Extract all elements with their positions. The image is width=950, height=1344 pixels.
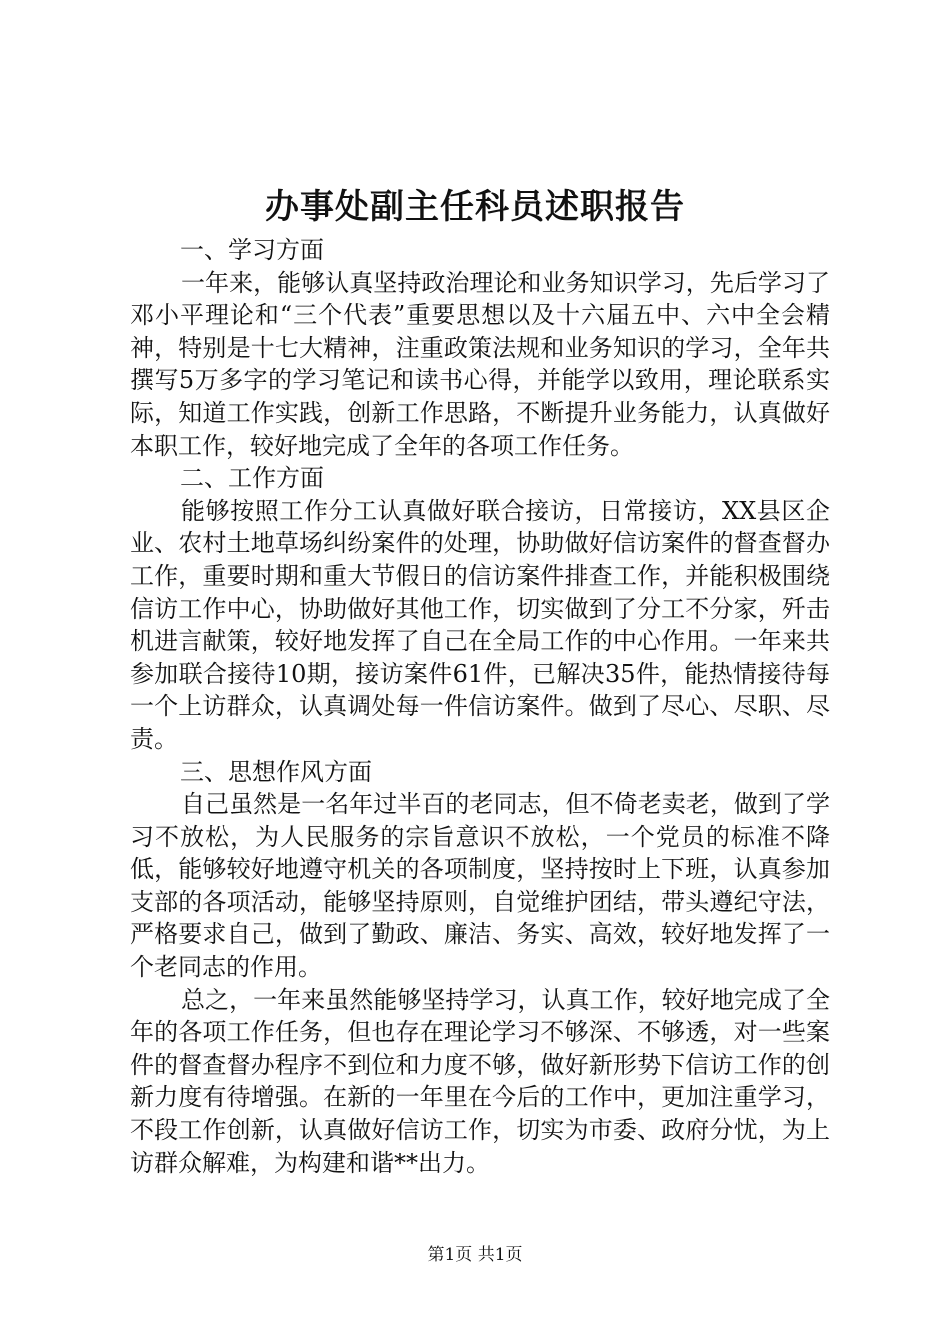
page-number-footer: 第1页 共1页 (427, 1245, 523, 1265)
section-paragraph-study: 一年来，能够认真坚持政治理论和业务知识学习，先后学习了邓小平理论和“三个代表”重要思想以及十六届五中、六中全会精神，特别是十七大精神，注重政策法规和业务知识的学习，全年共撰写5万多字的学习笔记和读书心得，并能学以致用，理论联系实际，知道工作实践，创新工作思路，不断提升业务能力，认真做好本职工作，较好地完成了全年的各项工作任务。 (130, 268, 830, 460)
conclusion-paragraph: 总之，一年来虽然能够坚持学习，认真工作，较好地完成了全年的各项工作任务，但也存在理论学习不够深、不够透，对一些案件的督查督办程序不到位和力度不够，做好新形势下信访工作的创新力度有待增强。在新的一年里在今后的工作中，更加注重学习，不段工作创新，认真做好信访工作，切实为市委、政府分忧，为上访群众解难，为构建和谐**出力。 (130, 985, 830, 1177)
document-title: 办事处副主任科员述职报告 (265, 187, 685, 227)
section-heading-work: 二、工作方面 (180, 464, 324, 493)
section-paragraph-work: 能够按照工作分工认真做好联合接访，日常接访，XX县区企业、农村土地草场纠纷案件的处理，协助做好信访案件的督查督办工作，重要时期和重大节假日的信访案件排查工作，并能积极围绕信访工作中心，协助做好其他工作，切实做到了分工不分家，歼击机进言献策，较好地发挥了自己在全局工作的中心作用。一年来共参加联合接待10期，接访案件61件，已解决35件，能热情接待每一个上访群众，认真调处每一件信访案件。做到了尽心、尽职、尽责。 (130, 496, 830, 753)
section-heading-study: 一、学习方面 (180, 236, 324, 264)
section-heading-conduct: 三、思想作风方面 (180, 757, 372, 786)
document-body (130, 234, 830, 1179)
section-paragraph-conduct: 自己虽然是一名年过半百的老同志，但不倚老卖老，做到了学习不放松，为人民服务的宗旨意识不放松，一个党员的标准不降低，能够较好地遵守机关的各项制度，坚持按时上下班，认真参加支部的各项活动，能够坚持原则，自觉维护团结，带头遵纪守法，严格要求自己，做到了勤政、廉洁、务实、高效，较好地发挥了一个老同志的作用。 (130, 790, 830, 982)
